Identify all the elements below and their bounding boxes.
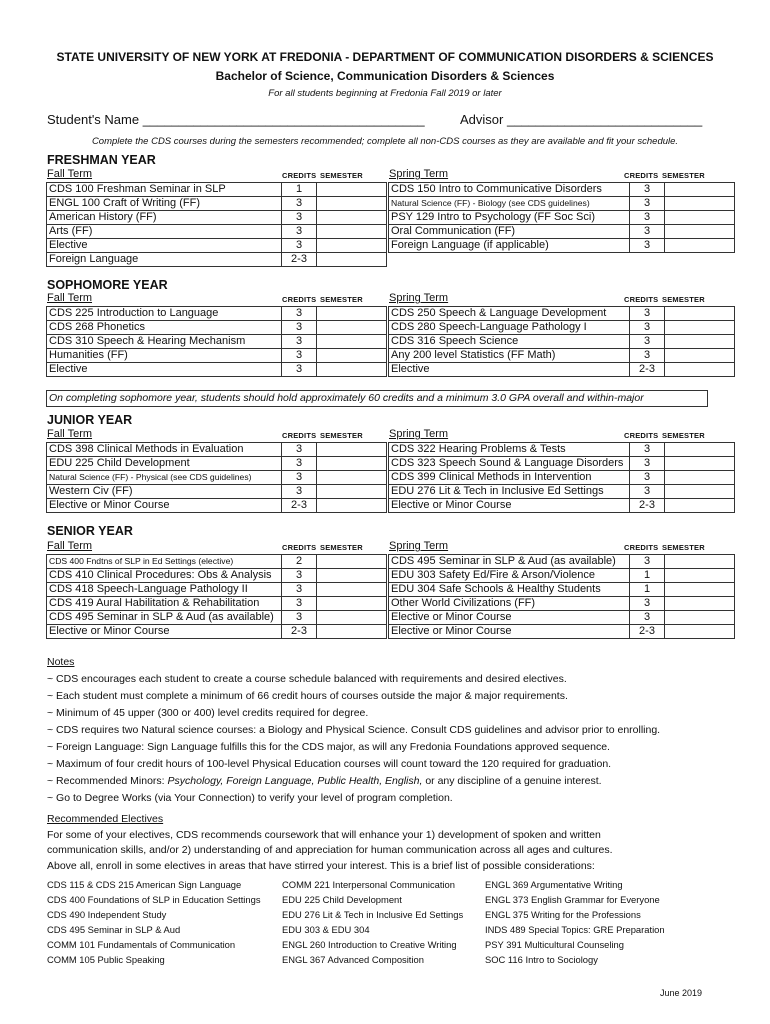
- electives-title: Recommended Electives: [47, 813, 164, 825]
- course-name: CDS 400 Fndtns of SLP in Ed Settings (elective): [47, 555, 282, 569]
- semester-entry-cell[interactable]: [317, 239, 387, 253]
- course-credits: 3: [282, 457, 317, 471]
- senior-fall-course-table: [46, 554, 387, 639]
- course-name: Elective or Minor Course: [389, 611, 630, 625]
- course-row: [389, 499, 735, 513]
- course-row: [389, 569, 735, 583]
- course-name: Elective or Minor Course: [389, 499, 630, 513]
- semester-entry-cell[interactable]: [665, 307, 735, 321]
- freshman-fall-semester-header: SEMESTER: [320, 171, 363, 180]
- course-row: [47, 555, 387, 569]
- note-item: ~ Minimum of 45 upper (300 or 400) level credits required for degree.: [47, 707, 369, 719]
- revision-date: June 2019: [659, 988, 702, 998]
- course-row: [389, 335, 735, 349]
- note-item: ~ Each student must complete a minimum of 66 credit hours of courses outside the major & major requirements.: [47, 690, 568, 702]
- course-name: CDS 323 Speech Sound & Language Disorders: [389, 457, 630, 471]
- instruction-text: Complete the CDS courses during the semesters recommended; complete all non-CDS courses as they are available and fit your schedule.: [91, 136, 679, 147]
- course-credits: 2: [282, 555, 317, 569]
- electives-section: [47, 812, 737, 874]
- elective-course: ENGL 369 Argumentative Writing: [485, 879, 623, 890]
- junior-fall-course-table: [46, 442, 387, 513]
- course-row: [389, 363, 735, 377]
- junior-spring-term-label: Spring Term: [389, 428, 449, 440]
- sophomore-spring-course-table: [388, 306, 735, 377]
- elective-course: CDS 490 Independent Study: [47, 909, 167, 920]
- sophomore-fall-term-label: Fall Term: [47, 292, 93, 304]
- student-name-field[interactable]: Student's Name _______________________________________: [47, 112, 425, 127]
- course-credits: 3: [630, 307, 665, 321]
- junior-fall-semester-header: SEMESTER: [320, 431, 363, 440]
- course-row: [47, 583, 387, 597]
- course-name: CDS 495 Seminar in SLP & Aud (as available): [47, 611, 282, 625]
- junior-spring-semester-header: SEMESTER: [662, 431, 705, 440]
- course-row: [389, 471, 735, 485]
- semester-entry-cell[interactable]: [317, 611, 387, 625]
- electives-line-2: communication skills, and/or 2) understanding of and appreciation for human communication across all ages and cultures.: [47, 844, 613, 856]
- course-name: EDU 225 Child Development: [47, 457, 282, 471]
- course-name: PSY 129 Intro to Psychology (FF Soc Sci): [389, 211, 630, 225]
- senior-fall-credits-header: CREDITS: [282, 543, 317, 552]
- course-row: [47, 335, 387, 349]
- electives-line-3: Above all, enroll in some electives in areas that have stirred your interest. This is a brief list of possible considerations:: [47, 859, 595, 872]
- senior-fall-term-label: Fall Term: [47, 540, 93, 552]
- sophomore-fall-course-table: [46, 306, 387, 377]
- course-name: EDU 303 Safety Ed/Fire & Arson/Violence: [389, 569, 630, 583]
- course-name: Elective: [389, 363, 630, 377]
- semester-entry-cell[interactable]: [317, 471, 387, 485]
- course-credits: 2-3: [630, 499, 665, 513]
- semester-entry-cell[interactable]: [317, 597, 387, 611]
- course-name: Oral Communication (FF): [389, 225, 630, 239]
- course-name: CDS 399 Clinical Methods in Intervention: [389, 471, 630, 485]
- course-row: [47, 499, 387, 513]
- course-credits: 3: [282, 239, 317, 253]
- course-row: [47, 197, 387, 211]
- course-credits: 3: [282, 569, 317, 583]
- senior-spring-semester-header: SEMESTER: [662, 543, 705, 552]
- degree-title: Bachelor of Science, Communication Disorders & Sciences: [215, 69, 555, 83]
- course-name: CDS 322 Hearing Problems & Tests: [389, 443, 630, 457]
- course-row: [47, 485, 387, 499]
- course-row: [389, 239, 735, 253]
- elective-course: EDU 225 Child Development: [282, 894, 402, 905]
- semester-entry-cell[interactable]: [317, 499, 387, 513]
- semester-entry-cell[interactable]: [317, 349, 387, 363]
- course-row: [47, 307, 387, 321]
- course-credits: 3: [282, 597, 317, 611]
- sophomore-fall-credits-header: CREDITS: [282, 295, 317, 304]
- semester-entry-cell[interactable]: [317, 457, 387, 471]
- semester-entry-cell[interactable]: [317, 443, 387, 457]
- course-row: [47, 349, 387, 363]
- course-row: [47, 183, 387, 197]
- electives-column-1: [47, 877, 261, 967]
- notes-minors: [47, 773, 660, 790]
- course-name: CDS 280 Speech-Language Pathology I: [389, 321, 630, 335]
- course-row: [47, 611, 387, 625]
- electives-column-3: [485, 877, 665, 967]
- notes-degree-works: ~ Go to Degree Works (via Your Connection) to verify your level of program completion.: [47, 792, 453, 804]
- course-name: Foreign Language: [47, 253, 282, 267]
- course-name: EDU 276 Lit & Tech in Inclusive Ed Settings: [389, 485, 630, 499]
- elective-course: COMM 105 Public Speaking: [47, 954, 165, 965]
- course-name: Elective or Minor Course: [389, 625, 630, 639]
- semester-entry-cell[interactable]: [665, 239, 735, 253]
- course-name: CDS 150 Intro to Communicative Disorders: [389, 183, 630, 197]
- course-credits: 3: [630, 239, 665, 253]
- semester-entry-cell[interactable]: [665, 349, 735, 363]
- semester-entry-cell[interactable]: [665, 211, 735, 225]
- course-credits: 3: [630, 183, 665, 197]
- freshman-spring-credits-header: CREDITS: [624, 171, 659, 180]
- junior-fall-credits-header: CREDITS: [282, 431, 317, 440]
- course-row: [389, 583, 735, 597]
- semester-entry-cell[interactable]: [317, 569, 387, 583]
- electives-column-2: [282, 877, 463, 967]
- elective-course: EDU 276 Lit & Tech in Inclusive Ed Settings: [282, 909, 464, 920]
- elective-course: ENGL 367 Advanced Composition: [282, 954, 424, 965]
- course-name: CDS 100 Freshman Seminar in SLP: [47, 183, 282, 197]
- course-row: [47, 321, 387, 335]
- sophomore-year-title: SOPHOMORE YEAR: [47, 278, 168, 292]
- course-name: Western Civ (FF): [47, 485, 282, 499]
- course-name: CDS 316 Speech Science: [389, 335, 630, 349]
- course-row: [47, 569, 387, 583]
- course-row: [47, 443, 387, 457]
- freshman-year-title: FRESHMAN YEAR: [47, 153, 156, 167]
- course-credits: 1: [630, 583, 665, 597]
- course-row: [389, 211, 735, 225]
- course-credits: 3: [630, 225, 665, 239]
- note-item: ~ CDS requires two Natural science courses: a Biology and Physical Science. Consult CDS guidelines and advisor prior to enrolling.: [47, 724, 661, 736]
- course-row: [47, 597, 387, 611]
- semester-entry-cell[interactable]: [317, 183, 387, 197]
- freshman-fall-term-label: Fall Term: [47, 168, 93, 180]
- notes-title: Notes: [47, 656, 75, 668]
- course-row: [47, 471, 387, 485]
- course-name: Elective: [47, 239, 282, 253]
- semester-entry-cell[interactable]: [665, 611, 735, 625]
- course-row: [389, 321, 735, 335]
- course-row: [389, 485, 735, 499]
- course-credits: 3: [630, 197, 665, 211]
- course-row: [389, 555, 735, 569]
- course-name: CDS 418 Speech-Language Pathology II: [47, 583, 282, 597]
- course-row: [389, 183, 735, 197]
- course-row: [389, 625, 735, 639]
- course-credits: 3: [630, 211, 665, 225]
- course-name: Elective or Minor Course: [47, 625, 282, 639]
- freshman-fall-course-table: [46, 182, 387, 267]
- minors-suffix: or any discipline of a genuine interest.: [422, 775, 602, 787]
- course-credits: 3: [630, 485, 665, 499]
- senior-year-title: SENIOR YEAR: [47, 524, 133, 538]
- semester-entry-cell[interactable]: [317, 625, 387, 639]
- course-credits: 2-3: [282, 625, 317, 639]
- course-name: CDS 495 Seminar in SLP & Aud (as available): [389, 555, 630, 569]
- course-credits: 3: [282, 225, 317, 239]
- elective-course: ENGL 260 Introduction to Creative Writing: [282, 939, 457, 950]
- course-credits: 2-3: [630, 363, 665, 377]
- semester-entry-cell[interactable]: [317, 225, 387, 239]
- note-item: ~ Foreign Language: Sign Language fulfills this for the CDS major, as will any Fredonia Foundations approved sequence.: [47, 741, 610, 753]
- course-credits: 3: [282, 211, 317, 225]
- semester-entry-cell[interactable]: [665, 583, 735, 597]
- elective-course: CDS 400 Foundations of SLP in Education Settings: [47, 894, 261, 905]
- course-row: [47, 253, 387, 267]
- junior-spring-course-table: [388, 442, 735, 513]
- course-credits: 2-3: [282, 253, 317, 267]
- course-credits: 3: [630, 335, 665, 349]
- document-title: STATE UNIVERSITY OF NEW YORK AT FREDONIA - DEPARTMENT OF COMMUNICATION DISORDERS & SCIENCES: [56, 50, 714, 64]
- course-name: CDS 268 Phonetics: [47, 321, 282, 335]
- semester-entry-cell[interactable]: [665, 457, 735, 471]
- semester-entry-cell[interactable]: [317, 253, 387, 267]
- semester-entry-cell[interactable]: [317, 321, 387, 335]
- course-name: Elective: [47, 363, 282, 377]
- semester-entry-cell[interactable]: [665, 555, 735, 569]
- semester-entry-cell[interactable]: [665, 335, 735, 349]
- course-name: Natural Science (FF) - Biology (see CDS guidelines): [389, 197, 630, 211]
- course-name: Other World Civilizations (FF): [389, 597, 630, 611]
- elective-course: ENGL 373 English Grammar for Everyone: [485, 894, 660, 905]
- semester-entry-cell[interactable]: [665, 485, 735, 499]
- course-credits: 3: [630, 443, 665, 457]
- course-row: [389, 597, 735, 611]
- minors-list: Psychology, Foreign Language, Public Health, English,: [167, 775, 423, 787]
- course-row: [389, 197, 735, 211]
- semester-entry-cell[interactable]: [665, 197, 735, 211]
- course-credits: 2-3: [282, 499, 317, 513]
- course-row: [47, 239, 387, 253]
- semester-entry-cell[interactable]: [665, 471, 735, 485]
- course-name: Elective or Minor Course: [47, 499, 282, 513]
- course-name: CDS 310 Speech & Hearing Mechanism: [47, 335, 282, 349]
- semester-entry-cell[interactable]: [317, 555, 387, 569]
- sophomore-spring-semester-header: SEMESTER: [662, 295, 705, 304]
- course-row: [389, 611, 735, 625]
- elective-course: CDS 115 & CDS 215 American Sign Language: [47, 879, 242, 890]
- course-credits: 3: [630, 471, 665, 485]
- course-credits: 3: [282, 583, 317, 597]
- applicability-note: For all students beginning at Fredonia Fall 2019 or later: [268, 88, 502, 99]
- course-credits: 3: [282, 307, 317, 321]
- freshman-spring-term-label: Spring Term: [389, 168, 449, 180]
- course-credits: 1: [630, 569, 665, 583]
- course-name: CDS 225 Introduction to Language: [47, 307, 282, 321]
- course-name: Foreign Language (if applicable): [389, 239, 630, 253]
- course-credits: 3: [282, 197, 317, 211]
- course-row: [389, 443, 735, 457]
- course-credits: 3: [630, 457, 665, 471]
- semester-entry-cell[interactable]: [665, 363, 735, 377]
- course-credits: 3: [282, 471, 317, 485]
- semester-entry-cell[interactable]: [665, 499, 735, 513]
- freshman-fall-credits-header: CREDITS: [282, 171, 317, 180]
- note-item: ~ CDS encourages each student to create a course schedule balanced with requirements and desired electives.: [47, 673, 567, 685]
- senior-spring-course-table: [388, 554, 735, 639]
- course-credits: 3: [282, 349, 317, 363]
- semester-entry-cell[interactable]: [317, 485, 387, 499]
- course-row: [47, 457, 387, 471]
- course-name: Natural Science (FF) - Physical (see CDS guidelines): [47, 471, 282, 485]
- semester-entry-cell[interactable]: [665, 597, 735, 611]
- course-row: [389, 457, 735, 471]
- semester-entry-cell[interactable]: [317, 197, 387, 211]
- minors-prefix: ~ Recommended Minors:: [47, 775, 168, 787]
- elective-course: INDS 489 Special Topics: GRE Preparation: [485, 924, 665, 935]
- junior-spring-credits-header: CREDITS: [624, 431, 659, 440]
- semester-entry-cell[interactable]: [317, 363, 387, 377]
- course-row: [389, 307, 735, 321]
- junior-fall-term-label: Fall Term: [47, 428, 93, 440]
- course-row: [47, 363, 387, 377]
- course-credits: 2-3: [630, 625, 665, 639]
- note-item: ~ Maximum of four credit hours of 100-level Physical Education courses will count toward the 120 required for graduation.: [47, 758, 612, 770]
- freshman-spring-course-table: [388, 182, 735, 253]
- course-name: CDS 410 Clinical Procedures: Obs & Analysis: [47, 569, 282, 583]
- course-credits: 3: [630, 321, 665, 335]
- course-credits: 3: [282, 321, 317, 335]
- elective-course: CDS 495 Seminar in SLP & Aud: [47, 924, 181, 935]
- course-credits: 3: [282, 363, 317, 377]
- course-name: CDS 398 Clinical Methods in Evaluation: [47, 443, 282, 457]
- senior-spring-credits-header: CREDITS: [624, 543, 659, 552]
- notes-section: [47, 654, 660, 807]
- course-credits: 3: [282, 335, 317, 349]
- semester-entry-cell[interactable]: [665, 321, 735, 335]
- senior-fall-semester-header: SEMESTER: [320, 543, 363, 552]
- course-row: [389, 225, 735, 239]
- course-row: [47, 211, 387, 225]
- course-name: ENGL 100 Craft of Writing (FF): [47, 197, 282, 211]
- course-name: CDS 250 Speech & Language Development: [389, 307, 630, 321]
- course-name: EDU 304 Safe Schools & Healthy Students: [389, 583, 630, 597]
- semester-entry-cell[interactable]: [665, 183, 735, 197]
- elective-course: EDU 303 & EDU 304: [282, 924, 370, 935]
- course-row: [47, 625, 387, 639]
- course-credits: 3: [630, 611, 665, 625]
- course-credits: 1: [282, 183, 317, 197]
- semester-entry-cell[interactable]: [665, 625, 735, 639]
- elective-course: COMM 101 Fundamentals of Communication: [47, 939, 236, 950]
- course-credits: 3: [282, 611, 317, 625]
- elective-course: SOC 116 Intro to Sociology: [485, 954, 598, 965]
- course-credits: 3: [630, 349, 665, 363]
- sophomore-gpa-banner: On completing sophomore year, students should hold approximately 60 credits and a minimum 3.0 GPA overall and within-major: [46, 390, 708, 407]
- semester-entry-cell[interactable]: [317, 211, 387, 225]
- electives-line-1: For some of your electives, CDS recommends coursework that will enhance your 1) development of spoken and written: [47, 828, 601, 841]
- course-row: [389, 349, 735, 363]
- advisor-field[interactable]: Advisor ___________________________: [460, 112, 703, 127]
- course-name: Arts (FF): [47, 225, 282, 239]
- course-credits: 3: [282, 485, 317, 499]
- semester-entry-cell[interactable]: [665, 443, 735, 457]
- course-credits: 3: [282, 443, 317, 457]
- elective-course: ENGL 375 Writing for the Professions: [485, 909, 641, 920]
- sophomore-spring-credits-header: CREDITS: [624, 295, 659, 304]
- semester-entry-cell[interactable]: [317, 307, 387, 321]
- course-name: Humanities (FF): [47, 349, 282, 363]
- semester-entry-cell[interactable]: [317, 335, 387, 349]
- sophomore-fall-semester-header: SEMESTER: [320, 295, 363, 304]
- semester-entry-cell[interactable]: [317, 583, 387, 597]
- course-row: [47, 225, 387, 239]
- course-name: CDS 419 Aural Habilitation & Rehabilitation: [47, 597, 282, 611]
- course-name: Any 200 level Statistics (FF Math): [389, 349, 630, 363]
- semester-entry-cell[interactable]: [665, 569, 735, 583]
- course-name: American History (FF): [47, 211, 282, 225]
- elective-course: COMM 221 Interpersonal Communication: [282, 879, 455, 890]
- course-credits: 3: [630, 597, 665, 611]
- elective-course: PSY 391 Multicultural Counseling: [485, 939, 624, 950]
- senior-spring-term-label: Spring Term: [389, 540, 449, 552]
- sophomore-spring-term-label: Spring Term: [389, 292, 449, 304]
- junior-year-title: JUNIOR YEAR: [47, 413, 133, 427]
- notes-list: [47, 671, 660, 773]
- freshman-spring-semester-header: SEMESTER: [662, 171, 705, 180]
- semester-entry-cell[interactable]: [665, 225, 735, 239]
- course-credits: 3: [630, 555, 665, 569]
